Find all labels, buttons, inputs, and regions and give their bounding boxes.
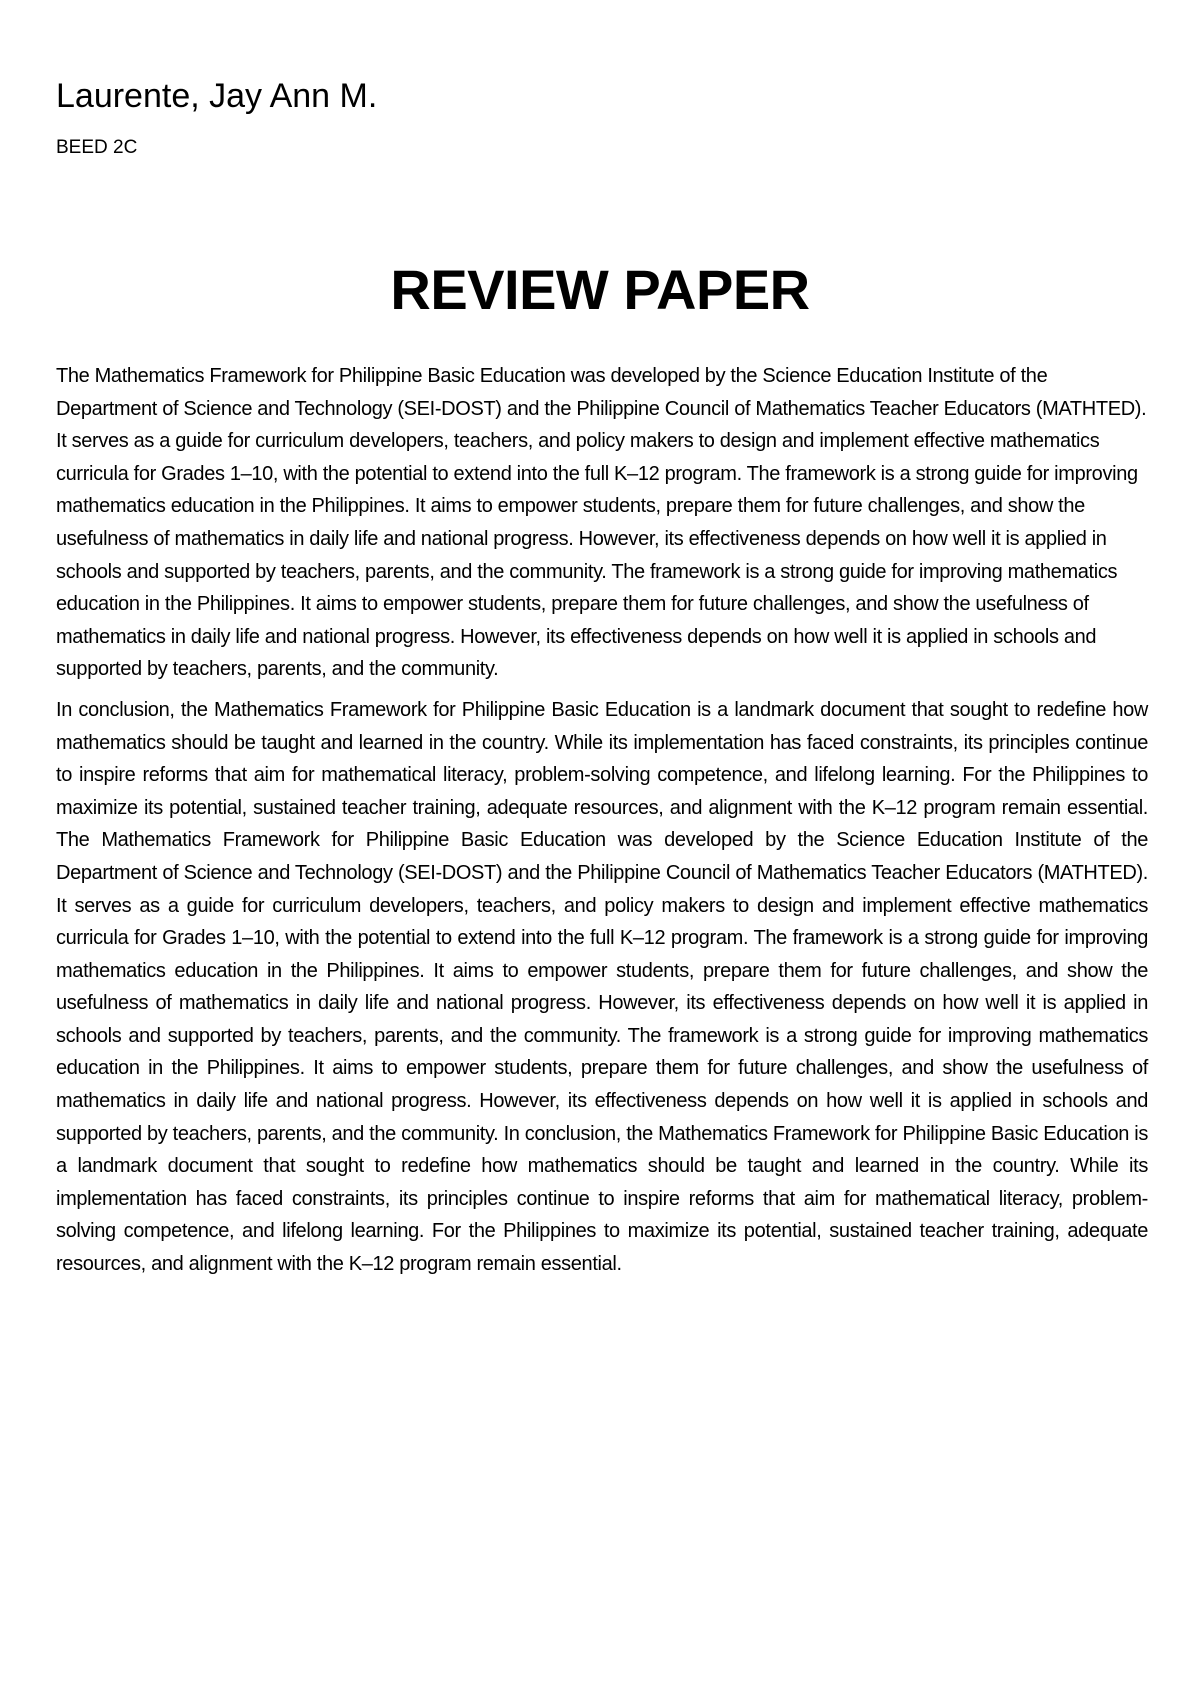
- document-body: [56, 360, 1148, 1289]
- body-paragraph-2: In conclusion, the Mathematics Framework for Philippine Basic Education is a landmark document that sought to redefine how mathematics should be taught and learned in the country. While its implementation has faced constraints, its principles continue to inspire reforms that aim for mathematical literacy, problem-solving competence, and lifelong learning. For the Philippines to maximize its potential, sustained teacher training, adequate resources, and alignment with the K–12 program remain essential. The Mathematics Framework for Philippine Basic Education was developed by the Science Education Institute of the Department of Science and Technology (SEI-DOST) and the Philippine Council of Mathematics Teacher Educators (MATHTED). It serves as a guide for curriculum developers, teachers, and policy makers to design and implement effective mathematics curricula for Grades 1–10, with the potential to extend into the full K–12 program. The framework is a strong guide for improving mathematics education in the Philippines. It aims to empower students, prepare them for future challenges, and show the usefulness of mathematics in daily life and national progress. However, its effectiveness depends on how well it is applied in schools and supported by teachers, parents, and the community. The framework is a strong guide for improving mathematics education in the Philippines. It aims to empower students, prepare them for future challenges, and show the usefulness of mathematics in daily life and national progress. However, its effectiveness depends on how well it is applied in schools and supported by teachers, parents, and the community. In conclusion, the Mathematics Framework for Philippine Basic Education is a landmark document that sought to redefine how mathematics should be taught and learned in the country. While its implementation has faced constraints, its principles continue to inspire reforms that aim for mathematical literacy, problem-solving competence, and lifelong learning. For the Philippines to maximize its potential, sustained teacher training, adequate resources, and alignment with the K–12 program remain essential.: [56, 698, 1148, 1276]
- author-name: Laurente, Jay Ann M.: [56, 77, 378, 115]
- author-section: BEED 2C: [56, 137, 138, 158]
- document-title: REVIEW PAPER: [390, 258, 810, 321]
- body-paragraph-1: The Mathematics Framework for Philippine Basic Education was developed by the Science Education Institute of the Department of Science and Technology (SEI-DOST) and the Philippine Council of Mathematics Teacher Educators (MATHTED). It serves as a guide for curriculum developers, teachers, and policy makers to design and implement effective mathematics curricula for Grades 1–10, with the potential to extend into the full K–12 program. The framework is a strong guide for improving mathematics education in the Philippines. It aims to empower students, prepare them for future challenges, and show the usefulness of mathematics in daily life and national progress. However, its effectiveness depends on how well it is applied in schools and supported by teachers, parents, and the community. The framework is a strong guide for improving mathematics education in the Philippines. It aims to empower students, prepare them for future challenges, and show the usefulness of mathematics in daily life and national progress. However, its effectiveness depends on how well it is applied in schools and supported by teachers, parents, and the community.: [56, 365, 1147, 681]
